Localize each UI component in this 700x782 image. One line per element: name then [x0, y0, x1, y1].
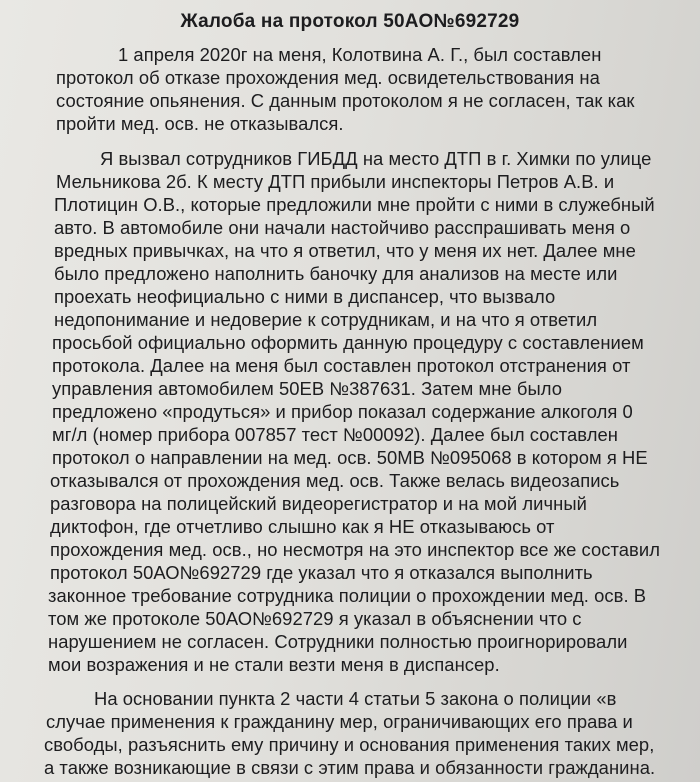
text-line: протокол 50АО№692729 где указал что я отказался выполнить — [50, 561, 593, 583]
text-line: а также возникающие в связи с этим права и обязанности гражданина. — [44, 757, 656, 778]
text-line: недопонимание и недоверие к сотрудникам, и на что я ответил — [54, 308, 598, 330]
text-line: управления автомобилем 50ЕВ №387631. Затем мне было — [52, 377, 562, 399]
text-line: На основании пункта 2 части 4 статьи 5 закона о полиции «в — [94, 688, 617, 709]
text-line: прохождения мед. осв., но несмотря на это инспектор все же составил — [50, 538, 660, 560]
text-line: Мельникова 2б. К месту ДТП прибыли инспекторы Петров А.В. и — [56, 170, 615, 192]
text-line: вредных привычках, на что я ответил, что у меня их нет. Далее мне — [54, 239, 636, 261]
text-line: Я вызвал сотрудников ГИБДД на место ДТП в г. Химки по улице — [100, 147, 652, 169]
text-line: протокол об отказе прохождения мед. освидетельствования на — [56, 67, 600, 88]
text-line: том же протоколе 50АО№692729 я указал в объяснении что с — [48, 607, 582, 629]
text-line: законное требование сотрудника полиции о прохождении мед. осв. В — [48, 584, 647, 606]
text-line: было предложено наполнить баночку для анализов на месте или — [54, 262, 618, 284]
text-line: диктофон, где отчетливо слышно как я НЕ отказываюсь от — [50, 515, 555, 537]
text-line: 1 апреля 2020г на меня, Колотвина А. Г., был составлен — [118, 44, 602, 65]
document-title: Жалоба на протокол 50АО№692729 — [180, 11, 520, 32]
text-line: случае применения к гражданину мер, ограничивающих его права и — [46, 711, 633, 732]
text-line: нарушением не согласен. Сотрудники полностью проигнорировали — [48, 630, 628, 652]
text-line: мг/л (номер прибора 007857 тест №00092). Далее был составлен — [52, 423, 618, 445]
text-line: состояние опьянения. С данным протоколом я не согласен, так как — [56, 90, 635, 111]
text-line: свободы, разъяснить ему причину и основания применения таких мер, — [44, 734, 655, 755]
text-line: авто. В автомобиле они начали настойчиво расспрашивать меня о — [54, 216, 631, 238]
text-line: мои возражения и не стали везти меня в диспансер. — [48, 653, 500, 675]
text-line: пройти мед. осв. не отказывался. — [56, 113, 344, 134]
text-line: протокол о направлении на мед. осв. 50МВ №095068 в котором я НЕ — [52, 446, 648, 468]
text-line: предложено «продуться» и прибор показал содержание алкоголя 0 — [52, 400, 633, 422]
text-line: проехать неофициально с ними в диспансер, что вызвало — [54, 285, 556, 307]
text-line: протокола. Далее на меня был составлен протокол отстранения от — [52, 354, 631, 376]
text-line: разговора на полицейский видеорегистратор и на мой личный — [50, 492, 587, 514]
text-line: Плотицин О.В., которые предложили мне пройти с ними в служебный — [54, 193, 655, 215]
text-line: отказывался от прохождения мед. осв. Также велась видеозапись — [50, 469, 620, 491]
text-line: просьбой официально оформить данную процедуру с составлением — [52, 331, 644, 353]
